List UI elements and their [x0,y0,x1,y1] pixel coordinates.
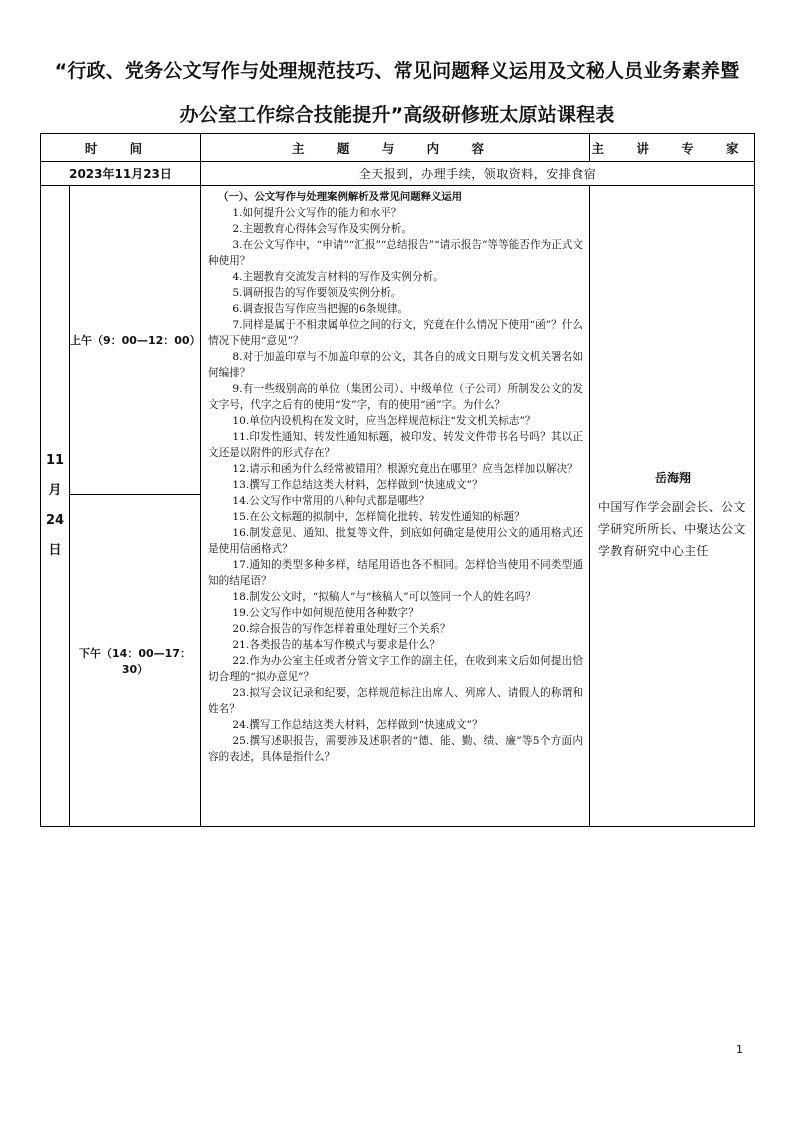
list-item: 18.制发公文时，“拟稿人”与“核稿人”可以签同一个人的姓名吗？ [232,591,536,603]
session-times [70,186,201,827]
header-time: 时 间 [41,134,201,162]
list-item: 2.主题教育心得体会写作及实例分析。 [232,223,412,235]
list-item: 4.主题教育交流发言材料的写作及实例分析。 [232,271,444,283]
list-item: 20.综合报告的写作怎样着重处理好三个关系？ [232,623,451,635]
header-topic: 主 题 与 内 容 [201,134,590,162]
list-item: 13.撰写工作总结这类大材料，怎样做到“快速成文”？ [232,479,483,491]
date-char: 11 [45,453,65,468]
day2-date [41,186,70,827]
list-item: 10.单位内设机构在发文时，应当怎样规范标注“发文机关标志”？ [232,415,536,427]
list-item: 11.印发性通知、转发性通知标题，被印发、转发文件带书名号吗？其以正文还是以附件的形式存在？ [208,431,584,459]
day2-row [41,186,755,827]
list-item: 21.各类报告的基本写作模式与要求是什么？ [232,639,440,651]
list-item: 17.通知的类型多种多样，结尾用语也各不相同。怎样恰当使用不同类型通知的结尾语？ [208,559,584,587]
list-item: 15.在公文标题的拟制中，怎样简化批转、转发性通知的标题？ [232,511,525,523]
list-item: 3.在公文写作中，“申请”“汇报”“总结报告”“请示报告”等等能否作为正式文种使用？ [208,239,584,267]
day1-date: 2023年11月23日 [41,162,201,186]
header-row [41,134,755,162]
morning-session: 上午（9：00—12：00） [70,186,200,495]
list-item: 23.拟写会议记录和纪要，怎样规范标注出席人、列席人、请假人的称谓和姓名？ [208,687,584,715]
list-item: 16.制发意见、通知、批复等文件，到底如何确定是使用公文的通用格式还是使用信函格式？ [208,527,584,555]
list-item: 6.调查报告写作应当把握的6条规律。 [232,303,409,315]
list-item: 24.撰写工作总结这类大材料，怎样做到“快速成文”？ [232,719,483,731]
list-item: 9.有一些级别高的单位（集团公司）、中级单位（子公司）所制发公文的发文字号，代字之后有的使用“发”字，有的使用“函”字。为什么？ [208,383,584,411]
day1-row [41,162,755,186]
section-title: （一）、公文写作与处理案例解析及常见问题释义运用 [218,191,463,203]
date-char: 月 [48,483,62,498]
list-item: 8.对于加盖印章与不加盖印章的公文，其各自的成文日期与发文机关署名如何编排？ [208,351,584,379]
list-item: 19.公文写作中如何规范使用各种数字？ [232,607,419,619]
day1-note: 全天报到，办理手续，领取资料，安排食宿 [201,162,755,186]
date-char: 24 [45,513,65,528]
list-item: 12.请示和函为什么经常被错用？根源究竟出在哪里？应当怎样加以解决？ [232,463,578,475]
list-item: 1.如何提升公文写作的能力和水平？ [232,207,402,219]
document-title-line-1: “行政、党务公文写作与处理规范技巧、常见问题释义运用及文秘人员业务素养暨 [54,60,740,82]
speaker-cell [590,186,755,827]
page-number: 1 [736,1043,743,1056]
speaker-title: 中国写作学会副会长、公文学研究所所长、中聚达公文学教育研究中心主任 [598,500,746,558]
topic-content [201,186,590,827]
list-item: 7.同样是属于不相隶属单位之间的行文，究竟在什么情况下使用“函”？什么情况下使用“意见”？ [208,319,584,347]
date-char: 日 [48,543,62,558]
list-item: 14.公文写作中常用的八种句式都是哪些？ [232,495,430,507]
schedule-table [40,133,755,827]
list-item: 5.调研报告的写作要领及实例分析。 [232,287,402,299]
document-title-line-2: 办公室工作综合技能提升”高级研修班太原站课程表 [179,104,615,126]
list-item: 22.作为办公室主任或者分管文字工作的副主任，在收到来文后如何提出恰切合理的“拟办意见”？ [208,655,584,683]
list-item: 25.撰写述职报告，需要涉及述职者的“德、能、勤、绩、廉”等5个方面内容的表述，具体是指什么？ [208,735,584,763]
speaker-name: 岳海翔 [655,471,692,485]
afternoon-session: 下午（14：00—17：30） [79,646,191,676]
header-speaker: 主 讲 专 家 [590,134,755,162]
